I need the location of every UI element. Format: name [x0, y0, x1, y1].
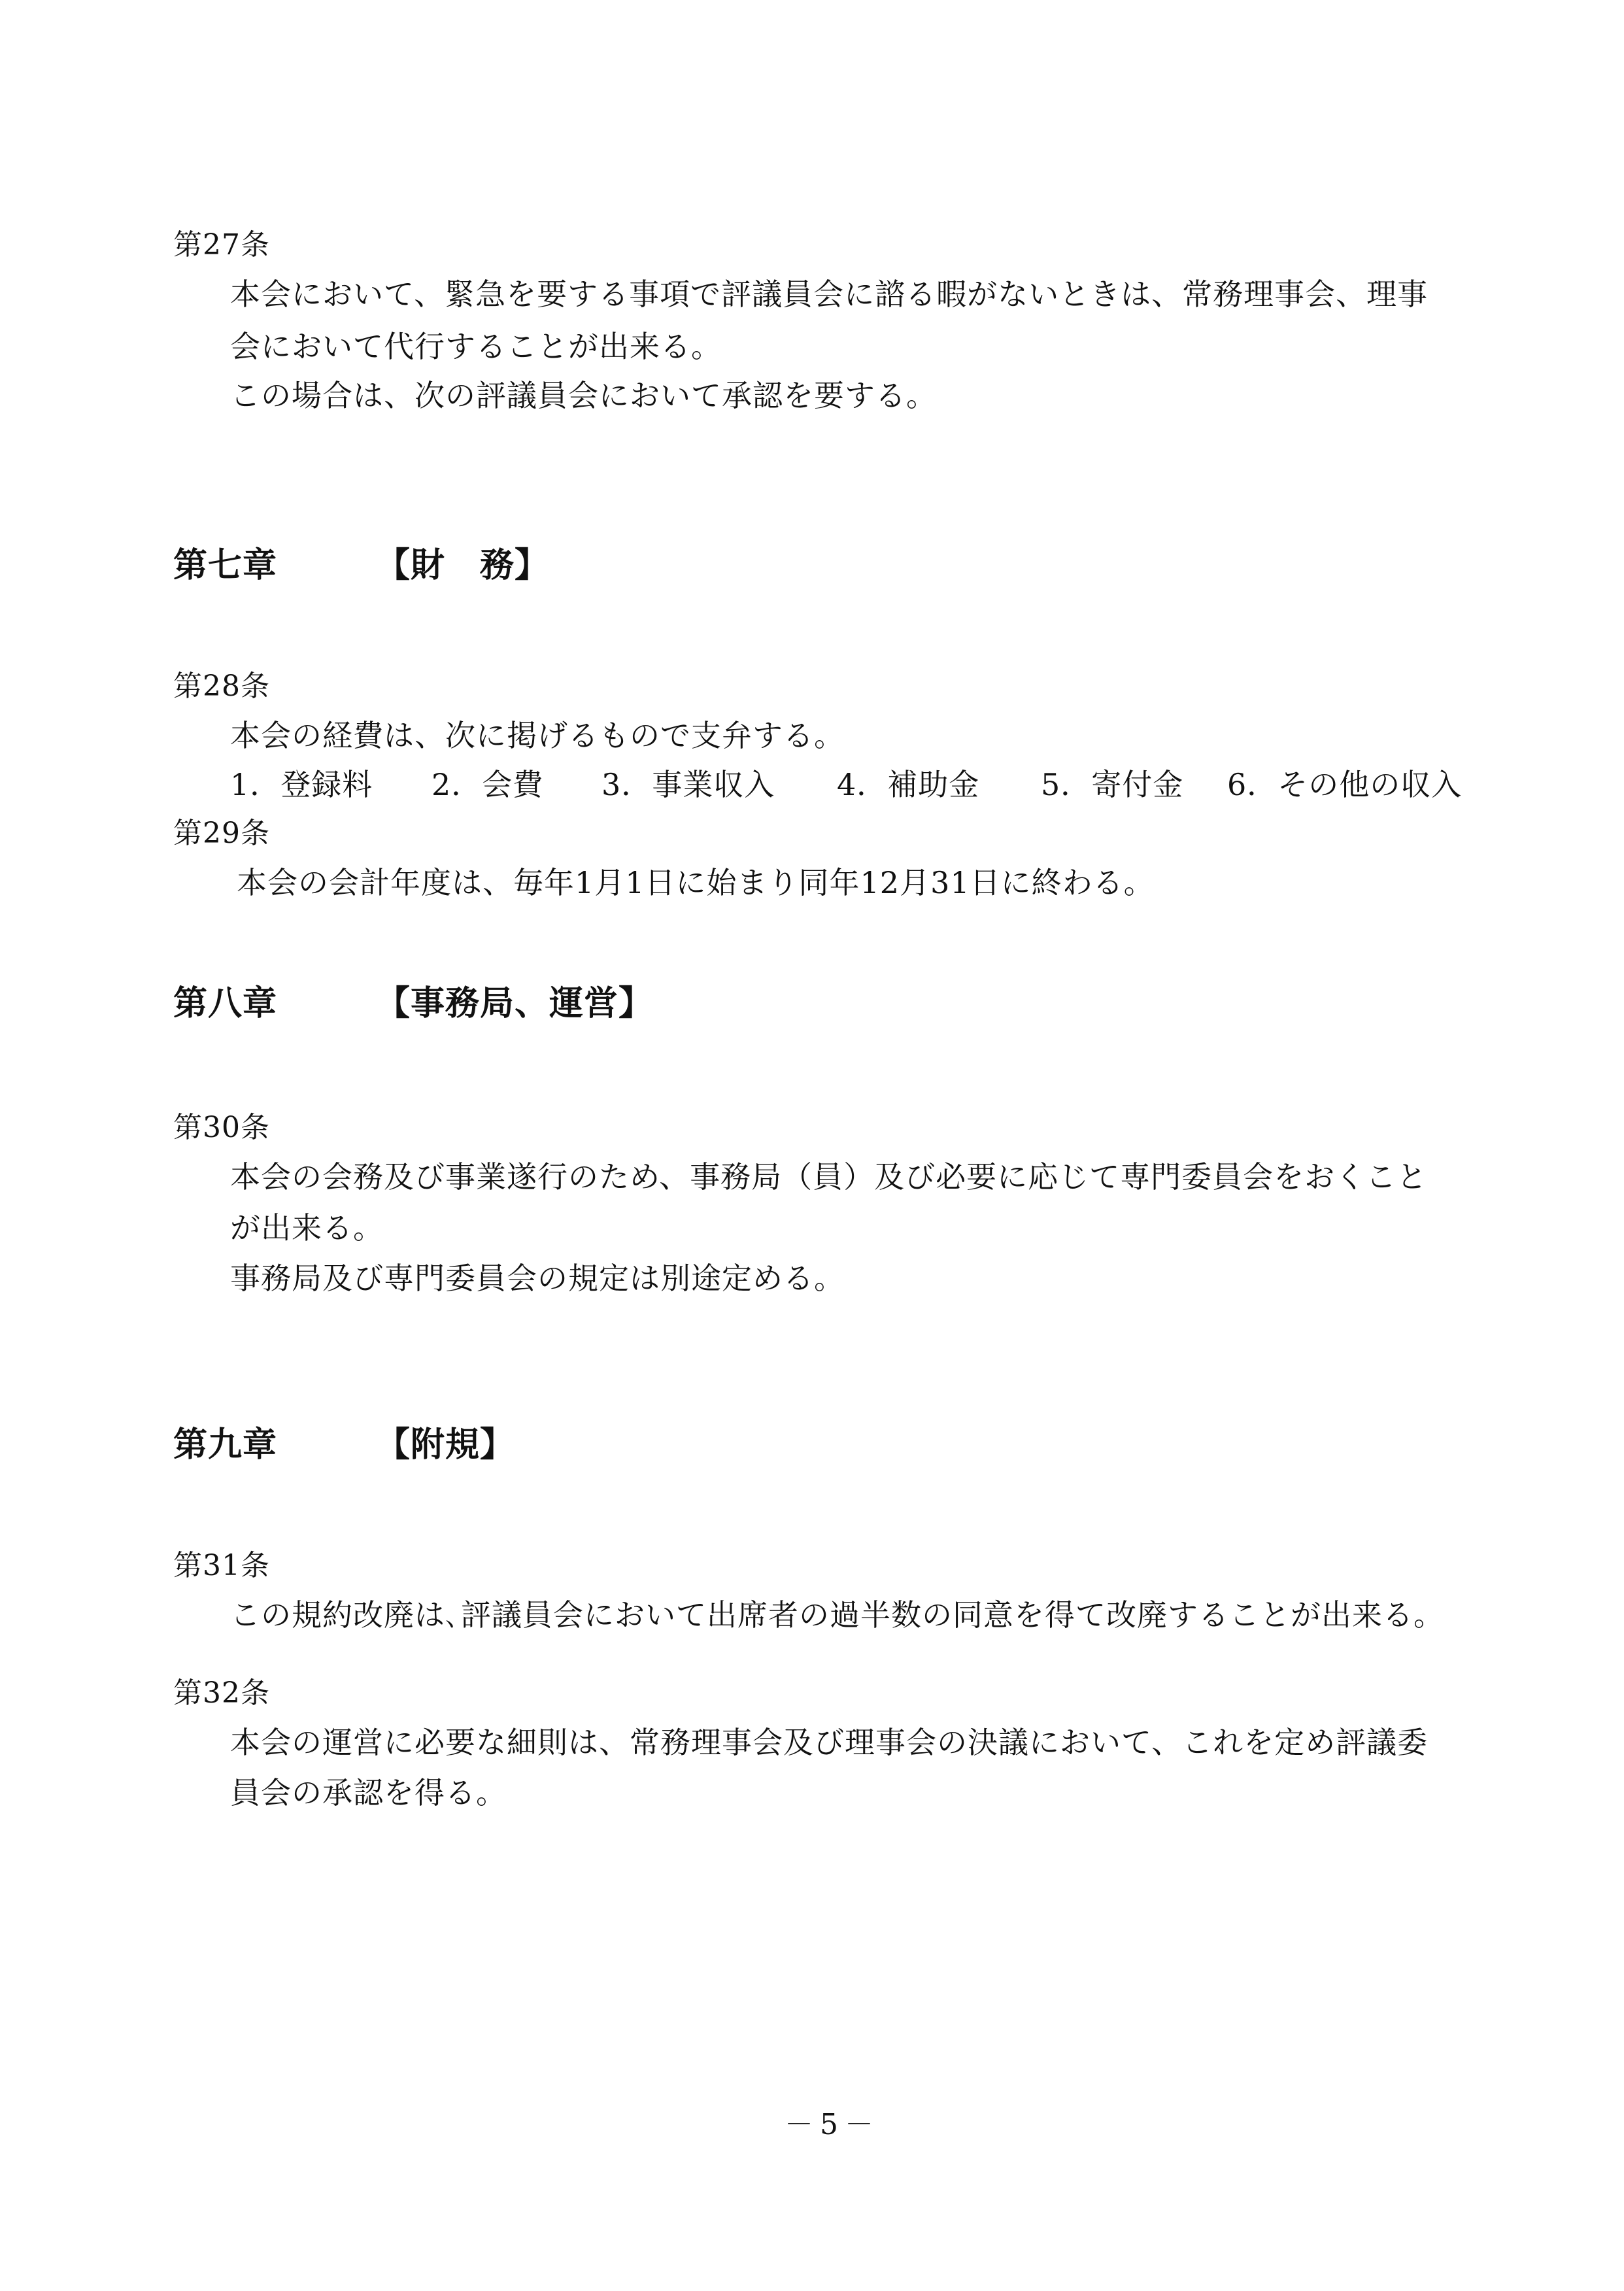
article-31-heading: 第31条	[173, 1549, 270, 1582]
article-30-heading: 第30条	[173, 1111, 270, 1144]
income-item-6: 6．その他の収入	[1227, 767, 1463, 802]
page-number: －5－	[785, 2108, 880, 2141]
article-27-heading: 第27条	[173, 228, 270, 262]
chapter-8-number: 第八章	[173, 984, 278, 1023]
article-32-heading: 第32条	[173, 1676, 270, 1710]
chapter-9-number: 第九章	[173, 1425, 278, 1465]
article-31-line-1: この規約改廃は､評議員会において出席者の過半数の同意を得て改廃することが出来る。	[230, 1597, 1444, 1633]
chapter-9-title: 【附規】	[376, 1425, 515, 1465]
article-27-line-1: 本会において、緊急を要する事項で評議員会に諮る暇がないときは、常務理事会、理事	[230, 277, 1429, 312]
article-28-line-1: 本会の経費は、次に掲げるもので支弁する。	[230, 718, 845, 753]
chapter-7-title: 【財 務】	[376, 546, 550, 585]
income-item-4: 4．補助金	[837, 767, 980, 802]
chapter-9-heading	[173, 1422, 515, 1468]
chapter-7-heading	[173, 543, 550, 588]
chapter-7-number: 第七章	[173, 546, 278, 585]
article-30-line-1: 本会の会務及び事業遂行のため、事務局（員）及び必要に応じて専門委員会をおくこと	[230, 1159, 1428, 1195]
article-29-heading: 第29条	[173, 817, 270, 850]
chapter-8-heading	[173, 981, 654, 1027]
income-item-3: 3．事業収入	[601, 767, 775, 802]
article-28-heading: 第28条	[173, 670, 270, 703]
article-30-line-3: 事務局及び専門委員会の規定は別途定める。	[230, 1261, 845, 1296]
income-item-1: 1．登録料	[230, 767, 373, 802]
article-29-line-1: 本会の会計年度は、毎年1月1日に始まり同年12月31日に終わる。	[237, 865, 1155, 900]
article-32-line-2: 員会の承認を得る。	[230, 1775, 507, 1810]
income-item-2: 2．会費	[431, 767, 544, 802]
article-27-line-3: この場合は、次の評議員会において承認を要する。	[230, 378, 937, 413]
chapter-8-title: 【事務局、運営】	[376, 984, 654, 1023]
article-30-line-2: が出来る。	[230, 1210, 384, 1246]
article-27-line-2: 会において代行することが出来る。	[230, 329, 722, 364]
article-32-line-1: 本会の運営に必要な細則は、常務理事会及び理事会の決議において、これを定め評議委	[230, 1725, 1429, 1760]
income-item-5: 5．寄付金	[1041, 767, 1184, 802]
